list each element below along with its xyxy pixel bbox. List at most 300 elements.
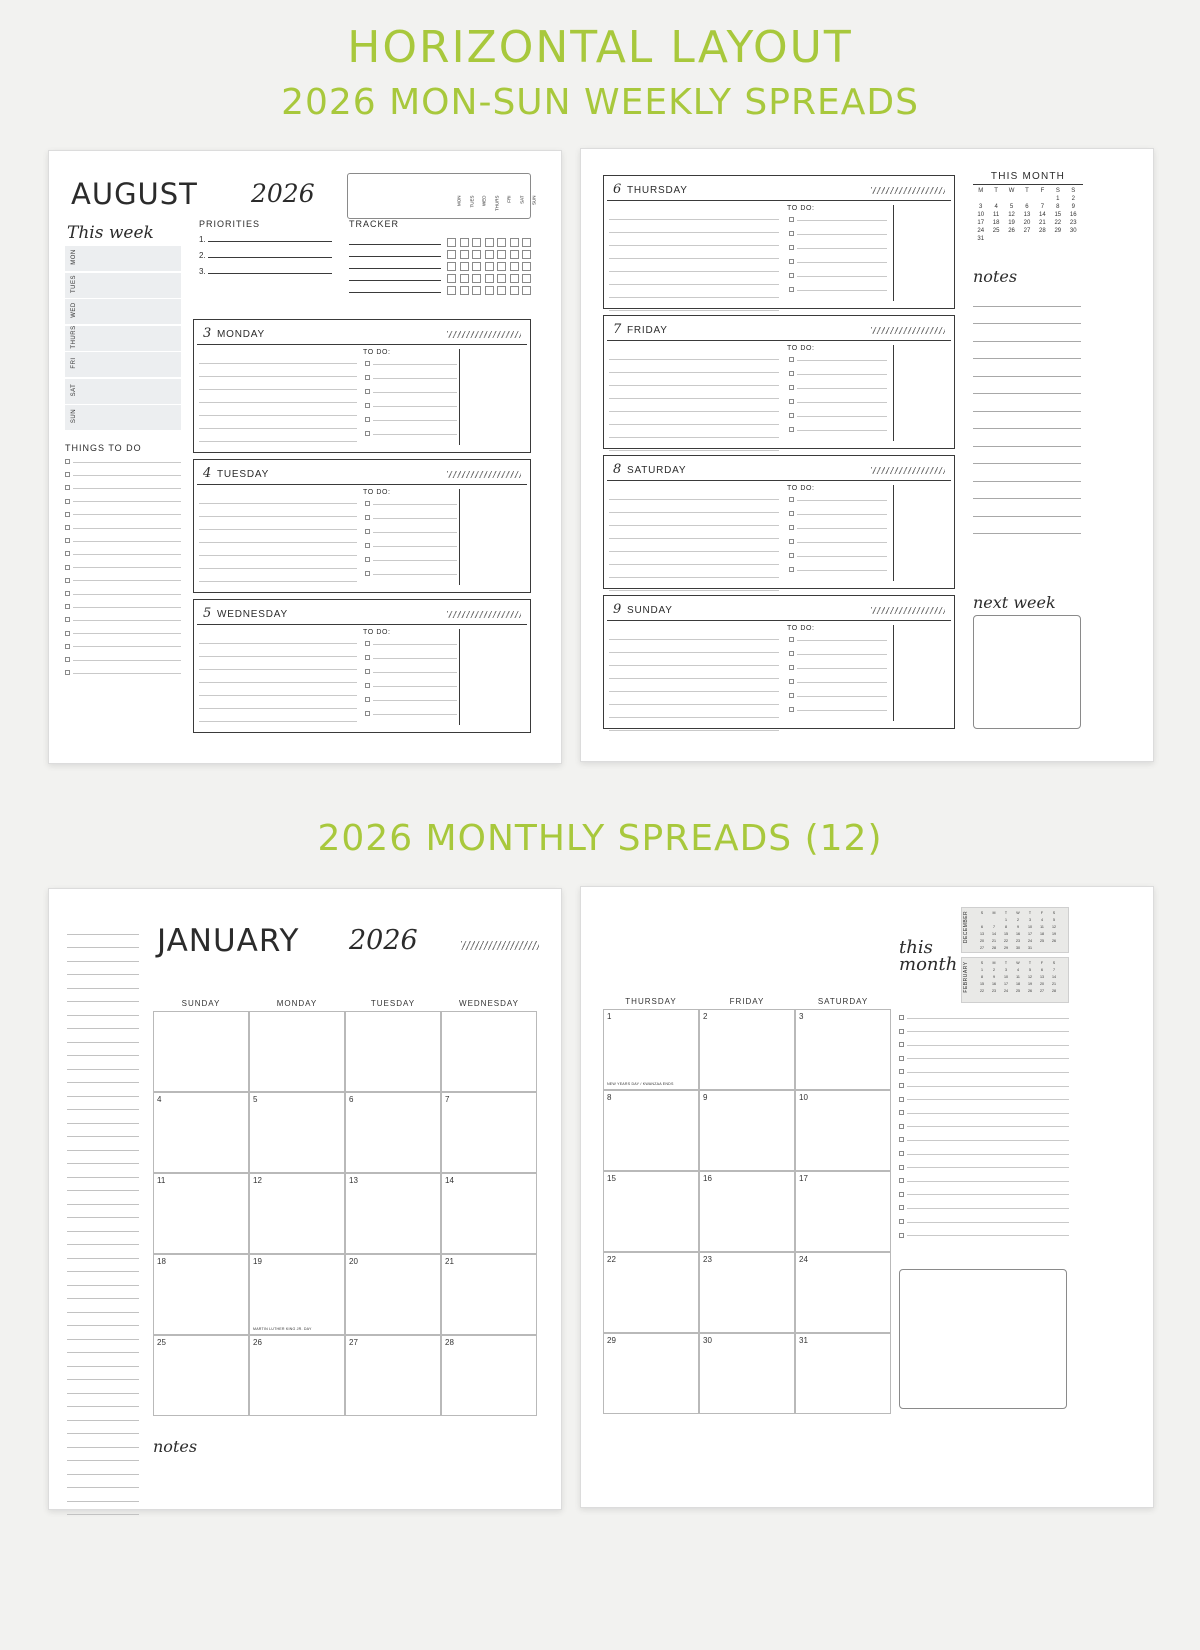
checkbox[interactable] xyxy=(65,485,70,490)
tracker-checkbox[interactable] xyxy=(522,274,531,283)
calendar-cell[interactable] xyxy=(441,1335,537,1416)
mini-month-day[interactable]: 15 xyxy=(1004,931,1008,936)
checkbox[interactable] xyxy=(899,1083,904,1088)
checkbox[interactable] xyxy=(899,1192,904,1197)
todo-item xyxy=(789,357,887,362)
mini-month-day[interactable]: 26 xyxy=(1052,938,1056,943)
mini-month-day[interactable]: 4 xyxy=(1041,917,1043,922)
mini-month-day[interactable]: 2 xyxy=(1017,917,1019,922)
checkbox[interactable] xyxy=(65,565,70,570)
calendar-cell[interactable] xyxy=(795,1333,891,1414)
checkbox[interactable] xyxy=(65,538,70,543)
calendar-cell[interactable] xyxy=(249,1254,345,1335)
checkbox[interactable] xyxy=(65,525,70,530)
checkbox[interactable] xyxy=(65,459,70,464)
calendar-cell[interactable] xyxy=(699,1252,795,1333)
mini-month-day[interactable]: 5 xyxy=(1029,967,1031,972)
mini-month-day[interactable]: 14 xyxy=(992,931,996,936)
mini-month-day[interactable]: 17 xyxy=(1028,931,1032,936)
checkbox[interactable] xyxy=(899,1219,904,1224)
todo-item xyxy=(789,259,887,264)
day-number: 3 xyxy=(203,326,212,341)
mini-month-day[interactable] xyxy=(976,916,988,923)
ruled-line xyxy=(67,1461,139,1475)
tracker-checkbox[interactable] xyxy=(460,250,469,259)
tracker-checkbox[interactable] xyxy=(485,286,494,295)
tracker-row-line[interactable] xyxy=(349,267,441,269)
calendar-cell[interactable] xyxy=(603,1333,699,1414)
tracker-checkbox[interactable] xyxy=(497,286,506,295)
checkbox[interactable] xyxy=(789,497,794,502)
checkbox[interactable] xyxy=(899,1137,904,1142)
mini-month-day[interactable]: 9 xyxy=(1017,924,1019,929)
calendar-cell[interactable] xyxy=(345,1173,441,1254)
ruled-line xyxy=(609,653,779,666)
checkbox[interactable] xyxy=(365,557,370,562)
checkbox[interactable] xyxy=(789,231,794,236)
checkbox[interactable] xyxy=(789,679,794,684)
day-tab-tues[interactable] xyxy=(65,273,181,299)
checkbox[interactable] xyxy=(899,1233,904,1238)
checkbox[interactable] xyxy=(365,431,370,436)
calendar-cell[interactable] xyxy=(441,1011,537,1092)
calendar-cell[interactable] xyxy=(603,1171,699,1252)
calendar-cell[interactable] xyxy=(441,1173,537,1254)
calendar-cell[interactable] xyxy=(345,1092,441,1173)
tracker-checkbox[interactable] xyxy=(510,238,519,247)
day-tab-mon[interactable] xyxy=(65,246,181,272)
checkbox[interactable] xyxy=(65,512,70,517)
calendar-cell[interactable] xyxy=(795,1090,891,1171)
mini-month-day[interactable]: 30 xyxy=(1016,945,1020,950)
mini-month-day[interactable]: 27 xyxy=(1040,988,1044,993)
checkbox[interactable] xyxy=(789,553,794,558)
mini-month-day[interactable]: 11 xyxy=(1016,974,1020,979)
calendar-cell[interactable] xyxy=(795,1009,891,1090)
checkbox[interactable] xyxy=(365,543,370,548)
tracker-checkbox[interactable] xyxy=(485,262,494,271)
checkbox[interactable] xyxy=(789,399,794,404)
things-to-do-item xyxy=(65,525,181,530)
priority-line[interactable] xyxy=(208,240,332,242)
mini-month-day[interactable]: 11 xyxy=(1040,924,1044,929)
tracker-checkbox[interactable] xyxy=(447,250,456,259)
todo-item xyxy=(365,417,457,422)
calendar-cell[interactable] xyxy=(795,1171,891,1252)
tracker-checkbox[interactable] xyxy=(447,286,456,295)
tracker-row-line[interactable] xyxy=(349,243,441,245)
checkbox[interactable] xyxy=(789,525,794,530)
checkbox[interactable] xyxy=(789,539,794,544)
checkbox[interactable] xyxy=(789,217,794,222)
tracker-checkbox[interactable] xyxy=(460,274,469,283)
tracker-row-line[interactable] xyxy=(349,255,441,257)
checkbox[interactable] xyxy=(65,551,70,556)
checkbox[interactable] xyxy=(789,287,794,292)
calendar-cell[interactable] xyxy=(441,1254,537,1335)
day-tab-sat[interactable] xyxy=(65,379,181,405)
tracker-checkbox[interactable] xyxy=(497,274,506,283)
mini-month-day[interactable]: 16 xyxy=(1016,931,1020,936)
checkbox[interactable] xyxy=(65,657,70,662)
tracker-row-line[interactable] xyxy=(349,291,441,293)
mini-calendar-day[interactable] xyxy=(988,235,1003,243)
tracker-checkbox[interactable] xyxy=(497,250,506,259)
tracker-checkbox[interactable] xyxy=(497,262,506,271)
checkbox[interactable] xyxy=(899,1110,904,1115)
mini-calendar-day[interactable]: 4 xyxy=(994,204,998,210)
checkbox[interactable] xyxy=(365,501,370,506)
tracker-checkbox[interactable] xyxy=(522,250,531,259)
mini-month-day[interactable]: 7 xyxy=(993,924,995,929)
tracker-checkbox[interactable] xyxy=(485,274,494,283)
mini-calendar-day[interactable]: 22 xyxy=(1054,220,1062,226)
checkbox[interactable] xyxy=(789,259,794,264)
calendar-cell-number: 2 xyxy=(703,1012,708,1021)
checkbox[interactable] xyxy=(789,273,794,278)
mini-calendar-day[interactable] xyxy=(1050,235,1065,243)
todo-item xyxy=(789,553,887,558)
mini-calendar-day[interactable]: 18 xyxy=(992,220,1000,226)
calendar-cell[interactable] xyxy=(249,1173,345,1254)
mini-month-day[interactable]: 10 xyxy=(1004,974,1008,979)
mini-calendar-day[interactable]: 13 xyxy=(1023,212,1031,218)
todo-item xyxy=(789,245,887,250)
mini-month-day[interactable]: 31 xyxy=(1028,945,1032,950)
mini-calendar-day[interactable] xyxy=(1035,235,1050,243)
mini-month-day[interactable]: 7 xyxy=(1053,967,1055,972)
checkbox[interactable] xyxy=(65,499,70,504)
mini-month-day[interactable]: 6 xyxy=(981,924,983,929)
mini-month-day[interactable]: 10 xyxy=(1028,924,1032,929)
tracker-checkbox[interactable] xyxy=(510,274,519,283)
calendar-cell[interactable] xyxy=(441,1092,537,1173)
checkbox[interactable] xyxy=(65,604,70,609)
mini-month-day[interactable]: 23 xyxy=(1016,938,1020,943)
checkbox[interactable] xyxy=(789,665,794,670)
checkbox[interactable] xyxy=(789,371,794,376)
checkbox[interactable] xyxy=(899,1165,904,1170)
day-block-divider xyxy=(893,345,894,441)
mini-month-day[interactable]: 25 xyxy=(1016,988,1020,993)
calendar-cell[interactable] xyxy=(249,1092,345,1173)
mini-calendar-day[interactable]: 12 xyxy=(1008,212,1015,218)
header-note-box[interactable] xyxy=(347,173,531,219)
checkbox[interactable] xyxy=(365,403,370,408)
todo-item xyxy=(365,529,457,534)
checkbox[interactable] xyxy=(899,1029,904,1034)
checkbox-line xyxy=(797,401,887,403)
day-tab-thurs[interactable] xyxy=(65,326,181,352)
checkbox[interactable] xyxy=(789,707,794,712)
mini-calendar-day[interactable] xyxy=(973,195,988,203)
calendar-cell[interactable] xyxy=(249,1011,345,1092)
mini-calendar-day[interactable]: 21 xyxy=(1039,220,1046,226)
checkbox[interactable] xyxy=(65,631,70,636)
tracker-row-line[interactable] xyxy=(349,279,441,281)
tracker-checkbox[interactable] xyxy=(460,238,469,247)
checkbox[interactable] xyxy=(365,375,370,380)
mini-calendar-day[interactable]: 26 xyxy=(1008,228,1015,234)
checkbox[interactable] xyxy=(65,472,70,477)
mini-calendar-day[interactable]: 31 xyxy=(977,236,985,242)
mini-month-day[interactable]: 3 xyxy=(1005,967,1007,972)
mini-month-day[interactable]: 13 xyxy=(1040,974,1044,979)
calendar-cell-number: 19 xyxy=(253,1257,262,1266)
tracker-checkbox[interactable] xyxy=(447,262,456,271)
mini-month-day[interactable]: 12 xyxy=(1028,974,1032,979)
mini-calendar-day[interactable]: 29 xyxy=(1054,228,1062,234)
mini-calendar-day[interactable]: 25 xyxy=(992,228,1000,234)
tracker-checkbox[interactable] xyxy=(447,238,456,247)
mini-month-day[interactable]: 21 xyxy=(992,938,996,943)
ruled-line xyxy=(67,1137,139,1151)
checkbox[interactable] xyxy=(365,697,370,702)
mini-month-day[interactable]: 28 xyxy=(992,945,996,950)
month-title: AUGUST xyxy=(71,177,198,211)
mini-calendar-day[interactable]: 19 xyxy=(1008,220,1015,226)
checkbox-line xyxy=(907,1112,1069,1114)
mini-month-day[interactable]: 16 xyxy=(992,981,996,986)
checkbox[interactable] xyxy=(789,637,794,642)
mini-calendar-day[interactable]: 15 xyxy=(1054,212,1062,218)
mini-calendar-day[interactable]: 8 xyxy=(1056,204,1060,210)
checkbox[interactable] xyxy=(789,427,794,432)
mini-month-day[interactable]: 25 xyxy=(1040,938,1044,943)
mini-month-day[interactable]: 24 xyxy=(1004,988,1008,993)
mini-month-day[interactable]: 19 xyxy=(1028,981,1032,986)
mini-calendar-day[interactable]: 3 xyxy=(979,204,983,210)
mini-month-day[interactable] xyxy=(988,916,1000,923)
checkbox[interactable] xyxy=(789,567,794,572)
checkbox[interactable] xyxy=(899,1069,904,1074)
mini-calendar-day[interactable]: 6 xyxy=(1025,204,1029,210)
calendar-cell[interactable] xyxy=(153,1092,249,1173)
mini-calendar-day[interactable] xyxy=(988,195,1003,203)
mini-month-day[interactable]: 6 xyxy=(1041,967,1043,972)
checkbox[interactable] xyxy=(789,413,794,418)
mini-month-day[interactable]: 8 xyxy=(981,974,983,979)
tracker-checkbox[interactable] xyxy=(460,286,469,295)
checkbox[interactable] xyxy=(899,1097,904,1102)
day-tab-fri[interactable] xyxy=(65,352,181,378)
calendar-cell-number: 26 xyxy=(253,1338,262,1347)
checkbox[interactable] xyxy=(365,683,370,688)
mini-calendar-day[interactable] xyxy=(1066,235,1081,243)
mini-month-day[interactable]: 29 xyxy=(1004,945,1008,950)
calendar-cell[interactable] xyxy=(345,1011,441,1092)
checkbox[interactable] xyxy=(65,591,70,596)
ruled-line xyxy=(609,272,779,285)
tracker-checkbox[interactable] xyxy=(485,250,494,259)
calendar-cell[interactable] xyxy=(795,1252,891,1333)
mini-calendar-day[interactable]: 7 xyxy=(1040,204,1045,210)
checkbox[interactable] xyxy=(899,1015,904,1020)
tracker-checkbox[interactable] xyxy=(522,286,531,295)
tracker-checkbox[interactable] xyxy=(522,238,531,247)
todo-label: TO DO: xyxy=(363,489,391,496)
checkbox[interactable] xyxy=(365,571,370,576)
mini-month-day[interactable]: 1 xyxy=(1005,917,1007,922)
calendar-cell[interactable] xyxy=(603,1009,699,1090)
tracker-checkbox[interactable] xyxy=(472,274,481,283)
calendar-cell-number: 13 xyxy=(349,1176,358,1185)
tracker-checkbox[interactable] xyxy=(472,262,481,271)
calendar-cell[interactable] xyxy=(153,1011,249,1092)
ruled-line xyxy=(609,513,779,526)
mini-month-day[interactable]: 24 xyxy=(1028,938,1032,943)
mini-month-day[interactable]: 22 xyxy=(1004,938,1008,943)
priority-line[interactable] xyxy=(208,256,332,258)
calendar-cell[interactable] xyxy=(345,1335,441,1416)
checkbox-line xyxy=(373,685,457,687)
mini-calendar-day[interactable]: 11 xyxy=(993,212,1000,218)
calendar-cell[interactable] xyxy=(153,1254,249,1335)
calendar-cell[interactable] xyxy=(699,1333,795,1414)
tracker-checkbox[interactable] xyxy=(472,286,481,295)
checkbox[interactable] xyxy=(365,417,370,422)
checkbox[interactable] xyxy=(789,651,794,656)
checkbox[interactable] xyxy=(789,693,794,698)
priority-line[interactable] xyxy=(208,272,332,274)
checkbox[interactable] xyxy=(365,389,370,394)
mini-calendar-day[interactable]: 27 xyxy=(1023,228,1031,234)
tracker-checkbox[interactable] xyxy=(522,262,531,271)
mini-calendar-day[interactable]: 10 xyxy=(977,212,985,218)
mini-month-day[interactable]: 28 xyxy=(1052,988,1056,993)
mini-month-weekday: T xyxy=(1028,911,1032,915)
tracker-checkbox[interactable] xyxy=(497,238,506,247)
mini-month-day[interactable]: 20 xyxy=(1040,981,1044,986)
tracker-checkbox[interactable] xyxy=(472,250,481,259)
checkbox[interactable] xyxy=(789,245,794,250)
next-week-box[interactable] xyxy=(973,615,1081,729)
mini-calendar-day[interactable]: 28 xyxy=(1039,228,1046,234)
calendar-cell[interactable] xyxy=(153,1335,249,1416)
checkbox[interactable] xyxy=(899,1056,904,1061)
mini-calendar-day[interactable]: 1 xyxy=(1056,196,1060,202)
mini-month-weekday: S xyxy=(1052,911,1056,915)
checkbox[interactable] xyxy=(65,644,70,649)
day-tab-sun[interactable] xyxy=(65,405,181,431)
mini-month-day[interactable]: 2 xyxy=(993,967,995,972)
checkbox[interactable] xyxy=(365,361,370,366)
mini-month-day[interactable]: 26 xyxy=(1028,988,1032,993)
mini-month-day[interactable]: 23 xyxy=(992,988,996,993)
checkbox[interactable] xyxy=(789,357,794,362)
things-to-do-item xyxy=(65,551,181,556)
mini-month-day[interactable]: 27 xyxy=(980,945,984,950)
mini-month-day[interactable]: 1 xyxy=(981,967,983,972)
checkbox[interactable] xyxy=(899,1042,904,1047)
mini-calendar-day[interactable]: 23 xyxy=(1069,220,1077,226)
tracker-checkbox[interactable] xyxy=(510,250,519,259)
calendar-cell[interactable] xyxy=(603,1090,699,1171)
checkbox[interactable] xyxy=(365,711,370,716)
mini-calendar-day[interactable]: 30 xyxy=(1069,228,1077,234)
checkbox[interactable] xyxy=(899,1178,904,1183)
mini-calendar-day[interactable]: 17 xyxy=(977,220,985,226)
mini-month-day[interactable] xyxy=(1048,944,1060,951)
tracker-checkbox[interactable] xyxy=(472,238,481,247)
calendar-cell[interactable] xyxy=(699,1090,795,1171)
checkbox[interactable] xyxy=(365,669,370,674)
mini-month-day[interactable]: 19 xyxy=(1052,931,1056,936)
ruled-line xyxy=(609,438,779,451)
mini-month-day[interactable]: 9 xyxy=(993,974,995,979)
mini-calendar-day[interactable]: 14 xyxy=(1039,212,1046,218)
mini-month-day[interactable]: 22 xyxy=(980,988,984,993)
tracker-checkbox[interactable] xyxy=(485,238,494,247)
mini-calendar-day[interactable] xyxy=(1004,235,1019,243)
checkbox-line xyxy=(797,639,887,641)
mini-calendar-day[interactable]: 2 xyxy=(1071,196,1075,202)
tracker-checkbox[interactable] xyxy=(510,262,519,271)
checkbox[interactable] xyxy=(65,670,70,675)
mini-calendar-day[interactable] xyxy=(1035,195,1050,203)
calendar-cell[interactable] xyxy=(699,1171,795,1252)
tracker-checkbox[interactable] xyxy=(510,286,519,295)
mini-month-day[interactable]: 14 xyxy=(1052,974,1056,979)
mini-calendar-day[interactable]: 16 xyxy=(1069,212,1077,218)
mini-month-day[interactable]: 18 xyxy=(1016,981,1020,986)
calendar-cell[interactable] xyxy=(603,1252,699,1333)
checkbox[interactable] xyxy=(365,529,370,534)
ruled-line xyxy=(609,399,779,412)
checkbox[interactable] xyxy=(899,1124,904,1129)
mini-calendar-day[interactable]: 24 xyxy=(977,228,985,234)
tracker-checkbox[interactable] xyxy=(460,262,469,271)
mini-calendar-day[interactable]: 20 xyxy=(1023,220,1031,226)
mini-calendar-day[interactable] xyxy=(1004,195,1019,203)
things-to-do-item xyxy=(65,485,181,490)
checkbox[interactable] xyxy=(899,1205,904,1210)
calendar-cell[interactable] xyxy=(345,1254,441,1335)
mini-calendar-day[interactable]: 9 xyxy=(1071,204,1075,210)
checkbox[interactable] xyxy=(365,641,370,646)
calendar-cell[interactable] xyxy=(249,1335,345,1416)
mini-month-day[interactable]: 3 xyxy=(1029,917,1031,922)
checkbox[interactable] xyxy=(65,617,70,622)
mini-month-day[interactable]: 20 xyxy=(980,938,984,943)
mini-calendar-day[interactable] xyxy=(1019,195,1034,203)
mini-month-day[interactable] xyxy=(1036,944,1048,951)
checkbox[interactable] xyxy=(789,385,794,390)
month-note-box[interactable] xyxy=(899,1269,1067,1409)
checkbox[interactable] xyxy=(365,515,370,520)
calendar-cell[interactable] xyxy=(153,1173,249,1254)
day-tab-wed[interactable] xyxy=(65,299,181,325)
mini-month-day[interactable]: 15 xyxy=(980,981,984,986)
mini-month-day[interactable]: 8 xyxy=(1005,924,1007,929)
checkbox[interactable] xyxy=(789,511,794,516)
checkbox[interactable] xyxy=(365,655,370,660)
mini-month-day[interactable]: 21 xyxy=(1052,981,1056,986)
checkbox[interactable] xyxy=(899,1151,904,1156)
mini-calendar-day[interactable]: 5 xyxy=(1009,204,1014,210)
mini-month-day[interactable]: 4 xyxy=(1017,967,1019,972)
checkbox[interactable] xyxy=(65,578,70,583)
tracker-checkbox[interactable] xyxy=(447,274,456,283)
mini-month-day[interactable]: 13 xyxy=(980,931,984,936)
mini-month-day[interactable]: 12 xyxy=(1052,924,1056,929)
mini-month-day[interactable]: 5 xyxy=(1053,917,1055,922)
ruled-line xyxy=(609,347,779,360)
mini-calendar-day[interactable] xyxy=(1019,235,1034,243)
mini-month-day[interactable]: 18 xyxy=(1040,931,1044,936)
mini-month-day[interactable]: 17 xyxy=(1004,981,1008,986)
calendar-cell[interactable] xyxy=(699,1009,795,1090)
